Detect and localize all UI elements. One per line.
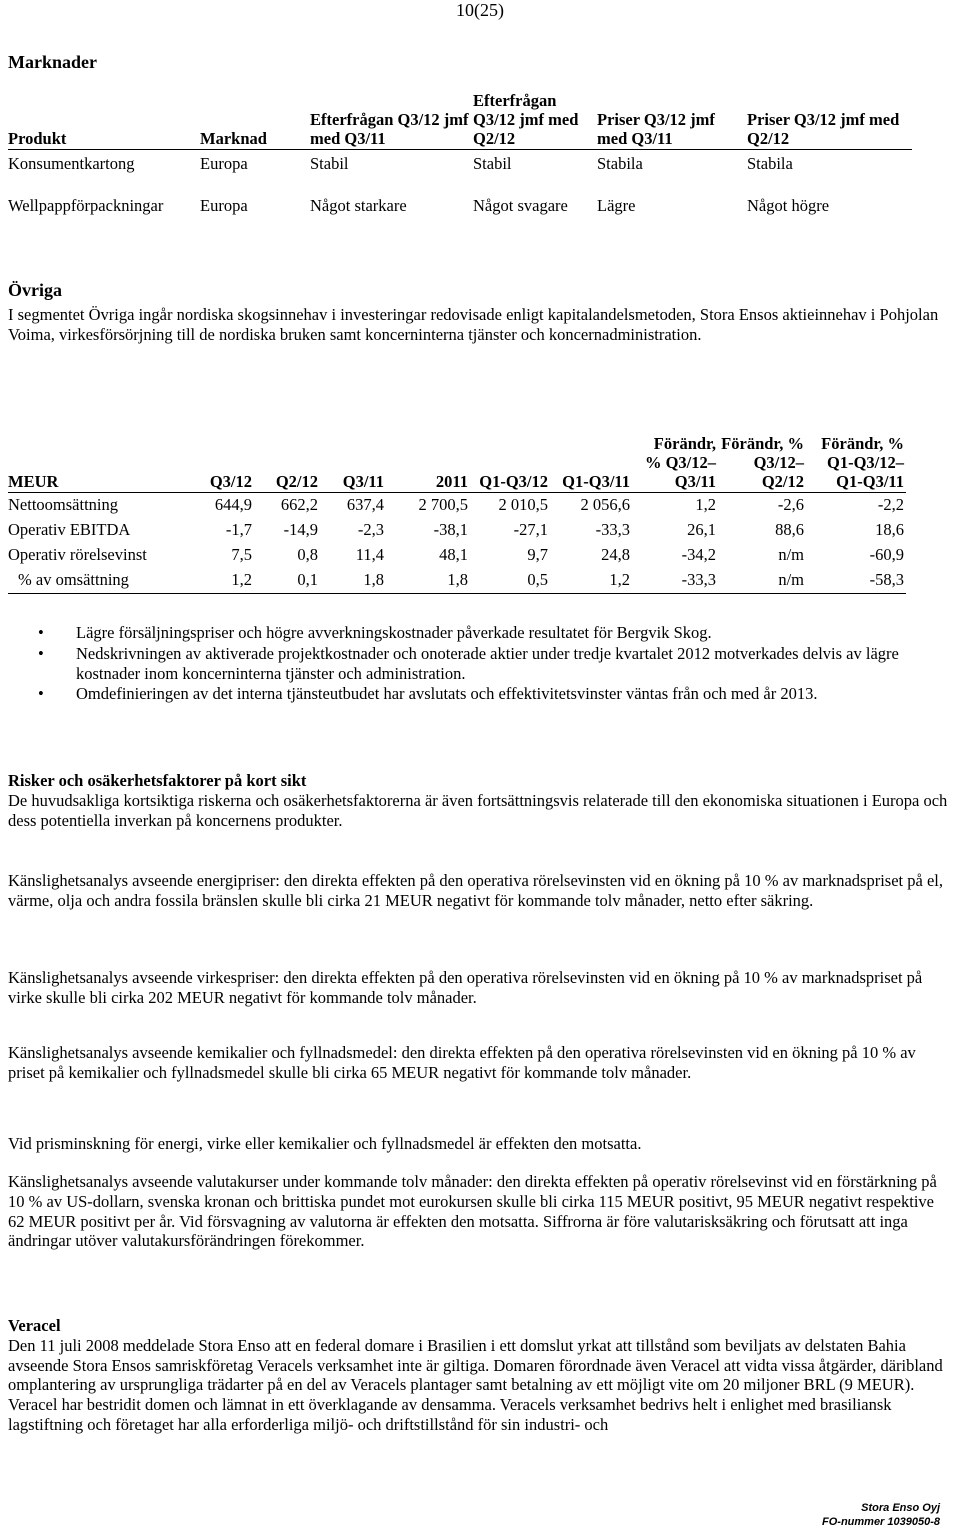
footer-company: Stora Enso Oyj bbox=[861, 1502, 940, 1514]
paragraph: Känslighetsanalys avseende energipriser: den direkta effekten på den operativa rörelsevinsten vid en ökning på 10 % av marknadspriset på el, värme, olja och andra fossila bränslen skulle bli cirka 21 MEUR negativt för kommande tolv månader, netto efter säkring. bbox=[8, 871, 943, 910]
paragraph: Känslighetsanalys avseende kemikalier och fyllnadsmedel: den direkta effekten på den operativa rörelsevinsten vid en ökning på 10 % av priset på kemikalier och fyllnadsmedel skulle bli cirka 65 MEUR negativt för kommande tolv månader. bbox=[8, 1043, 916, 1082]
table-cell: -27,1 bbox=[513, 520, 548, 540]
markets-title: Marknader bbox=[8, 52, 97, 72]
paragraph: De huvudsakliga kortsiktiga riskerna och osäkerhetsfaktorerna är även fortsättningsvis relaterade till den ekonomiska situationen i Europa och dess potentiella inverkan på koncernens produkter. bbox=[8, 790, 948, 830]
table-cell: 88,6 bbox=[775, 520, 804, 540]
veracel-title: Veracel bbox=[8, 1316, 61, 1335]
table-cell: 11,4 bbox=[355, 545, 384, 565]
table-cell: -2,2 bbox=[877, 495, 904, 515]
veracel-section bbox=[8, 1316, 953, 1435]
table-cell: 24,8 bbox=[601, 545, 630, 565]
list-item: • Lägre försäljningspriser och högre avverkningskostnader påverkade resultatet för Bergvik Skog. bbox=[0, 623, 958, 643]
table-cell: Europa bbox=[200, 153, 248, 173]
list-item: • Omdefinieringen av det interna tjänsteutbudet har avslutats och effektivitetsvinster väntas från och med år 2013. bbox=[0, 684, 958, 704]
table-cell: 1,2 bbox=[695, 495, 716, 515]
table-cell: Lägre bbox=[597, 195, 636, 215]
table-cell: 48,1 bbox=[439, 545, 468, 565]
table-cell: 0,5 bbox=[527, 570, 548, 590]
table-cell: Stabila bbox=[597, 153, 643, 173]
table-cell: 18,6 bbox=[875, 520, 904, 540]
table-cell: -1,7 bbox=[225, 520, 252, 540]
table-cell: Europa bbox=[200, 195, 248, 215]
table-cell: Wellpappförpackningar bbox=[8, 195, 164, 215]
table-cell: Något svagare bbox=[473, 195, 568, 215]
table-cell: Konsumentkartong bbox=[8, 153, 135, 173]
ovriga-text: I segmentet Övriga ingår nordiska skogsinnehav i investeringar redovisade enligt kapitalandelsmetoden, Stora Ensos aktieinnehav i Pohjolan Voima, virkesförsörjning till de nordiska bruken samt koncerninterna tjänster och koncernadministration. bbox=[8, 305, 939, 345]
fin-header: Q3/11 bbox=[342, 471, 384, 491]
table-cell: 2 010,5 bbox=[498, 495, 548, 515]
bullet-list bbox=[0, 623, 958, 705]
table-cell: 1,8 bbox=[447, 570, 468, 590]
fin-header: Q1-Q3/11 bbox=[562, 471, 630, 491]
financial-header-row bbox=[8, 400, 906, 492]
markets-header-row bbox=[8, 73, 912, 149]
table-cell: 2 700,5 bbox=[418, 495, 468, 515]
row-label: Operativ rörelsevinst bbox=[8, 545, 147, 565]
page-number: 10(25) bbox=[456, 0, 504, 20]
row-label: Operativ EBITDA bbox=[8, 520, 131, 540]
table-row bbox=[8, 543, 906, 568]
veracel-text: Den 11 juli 2008 meddelade Stora Enso att en federal domare i Brasilien i ett domslut yrkat att tillstånd som beviljats av delstaten Bahia avseende Stora Ensos samriskföretag Veracels verksamhet inte är giltiga. Domaren förordnade även Veracel att vidta vissa åtgärder, däribland omplantering av ursprungliga trädarter på en del av Veracels plantager samt betalning av ett möjligt vite om 20 miljoner BRL (9 MEUR). Veracel har bestridit domen och lämnat in ett överklagande av densamma. Veracels verksamhet bedrivs helt i enlighet med brasiliansk lagstiftning och företaget har alla erforderliga miljö- och driftstillstånd för sin industri- och bbox=[8, 1335, 943, 1434]
row-label: Nettoomsättning bbox=[8, 495, 118, 515]
ovriga-title: Övriga bbox=[8, 280, 62, 300]
table-cell: 26,1 bbox=[687, 520, 716, 540]
markets-header: Efterfrågan Q3/12 jmf med Q2/12 bbox=[473, 90, 579, 148]
table-row bbox=[8, 196, 912, 226]
fin-header: MEUR bbox=[8, 471, 59, 491]
table-cell: -38,1 bbox=[433, 520, 468, 540]
table-cell: 1,2 bbox=[609, 570, 630, 590]
fin-header: Q2/12 bbox=[275, 471, 318, 491]
risks-section bbox=[8, 771, 953, 830]
table-cell: -2,3 bbox=[357, 520, 384, 540]
table-cell: Stabila bbox=[747, 153, 793, 173]
list-item: • Nedskrivningen av aktiverade projektkostnader och onoterade aktier under tredje kvartalet 2012 motverkades delvis av lägre kostnader inom koncerninterna tjänster och administration. bbox=[0, 644, 958, 684]
table-cell: n/m bbox=[778, 570, 804, 590]
fin-header: Förändr, % Q1-Q3/12–Q1-Q3/11 bbox=[821, 433, 904, 491]
fin-header: Förändr, % Q3/12–Q2/12 bbox=[721, 433, 804, 491]
fin-header: Q1-Q3/12 bbox=[479, 471, 548, 491]
table-cell: 0,8 bbox=[297, 545, 318, 565]
table-cell: -33,3 bbox=[595, 520, 630, 540]
fin-header: Förändr, % Q3/12–Q3/11 bbox=[644, 433, 716, 491]
fin-header: Q3/12 bbox=[209, 471, 252, 491]
table-cell: 2 056,6 bbox=[580, 495, 630, 515]
fin-header: 2011 bbox=[435, 471, 468, 491]
footer bbox=[822, 1502, 940, 1530]
table-cell: -33,3 bbox=[681, 570, 716, 590]
table-cell: 7,5 bbox=[231, 545, 252, 565]
table-row bbox=[8, 492, 906, 518]
paragraph: Vid prisminskning för energi, virke eller kemikalier och fyllnadsmedel är effekten den motsatta. bbox=[8, 1134, 642, 1153]
table-cell: -60,9 bbox=[869, 545, 904, 565]
footer-registration: FO-nummer 1039050-8 bbox=[822, 1515, 940, 1528]
table-cell: 644,9 bbox=[214, 495, 252, 515]
table-cell: -34,2 bbox=[681, 545, 716, 565]
markets-header: Priser Q3/12 jmf med Q3/11 bbox=[597, 109, 715, 148]
markets-table bbox=[8, 73, 912, 226]
table-cell: n/m bbox=[778, 545, 804, 565]
table-cell: -14,9 bbox=[283, 520, 318, 540]
markets-section bbox=[8, 52, 912, 226]
table-cell: Stabil bbox=[473, 153, 512, 173]
table-row bbox=[8, 149, 912, 196]
table-cell: 9,7 bbox=[527, 545, 548, 565]
table-cell: -58,3 bbox=[869, 570, 904, 590]
row-label: % av omsättning bbox=[18, 570, 129, 590]
table-cell: 637,4 bbox=[346, 495, 384, 515]
markets-header: Priser Q3/12 jmf med Q2/12 bbox=[747, 109, 900, 148]
financial-table bbox=[8, 400, 906, 594]
table-cell: 1,2 bbox=[231, 570, 252, 590]
markets-header: Produkt bbox=[8, 128, 67, 148]
paragraph: Känslighetsanalys avseende valutakurser under kommande tolv månader: den direkta effekten på operativ rörelsevinst vid en förstärkning på 10 % av US-dollarn, svenska kronan och brittiska pundet mot eurokursen skulle bli cirka 115 MEUR positivt, 95 MEUR negativt respektive 62 MEUR positivt per år. Vid försvagning av valutorna är effekten den motsatta. Siffrorna är före valutarisksäkring och förutsatt att inga ändringar utöver valutakursförändringen förekommer. bbox=[8, 1172, 937, 1251]
table-cell: 662,2 bbox=[280, 495, 318, 515]
table-cell: Något högre bbox=[747, 195, 830, 215]
risks-title: Risker och osäkerhetsfaktorer på kort sikt bbox=[8, 771, 307, 790]
table-cell: Stabil bbox=[310, 153, 349, 173]
table-cell: 0,1 bbox=[297, 570, 318, 590]
markets-header: Marknad bbox=[200, 128, 267, 148]
table-row bbox=[8, 568, 906, 594]
table-row bbox=[8, 518, 906, 543]
table-cell: -2,6 bbox=[777, 495, 804, 515]
table-cell: Något starkare bbox=[310, 195, 407, 215]
ovriga-section bbox=[8, 280, 953, 345]
markets-header: Efterfrågan Q3/12 jmf med Q3/11 bbox=[310, 109, 469, 148]
table-cell: 1,8 bbox=[363, 570, 384, 590]
paragraph: Känslighetsanalys avseende virkespriser: den direkta effekten på den operativa rörelsevinsten vid en ökning på 10 % av marknadspriset på virke skulle bli cirka 202 MEUR negativt för kommande tolv månader. bbox=[8, 968, 923, 1007]
